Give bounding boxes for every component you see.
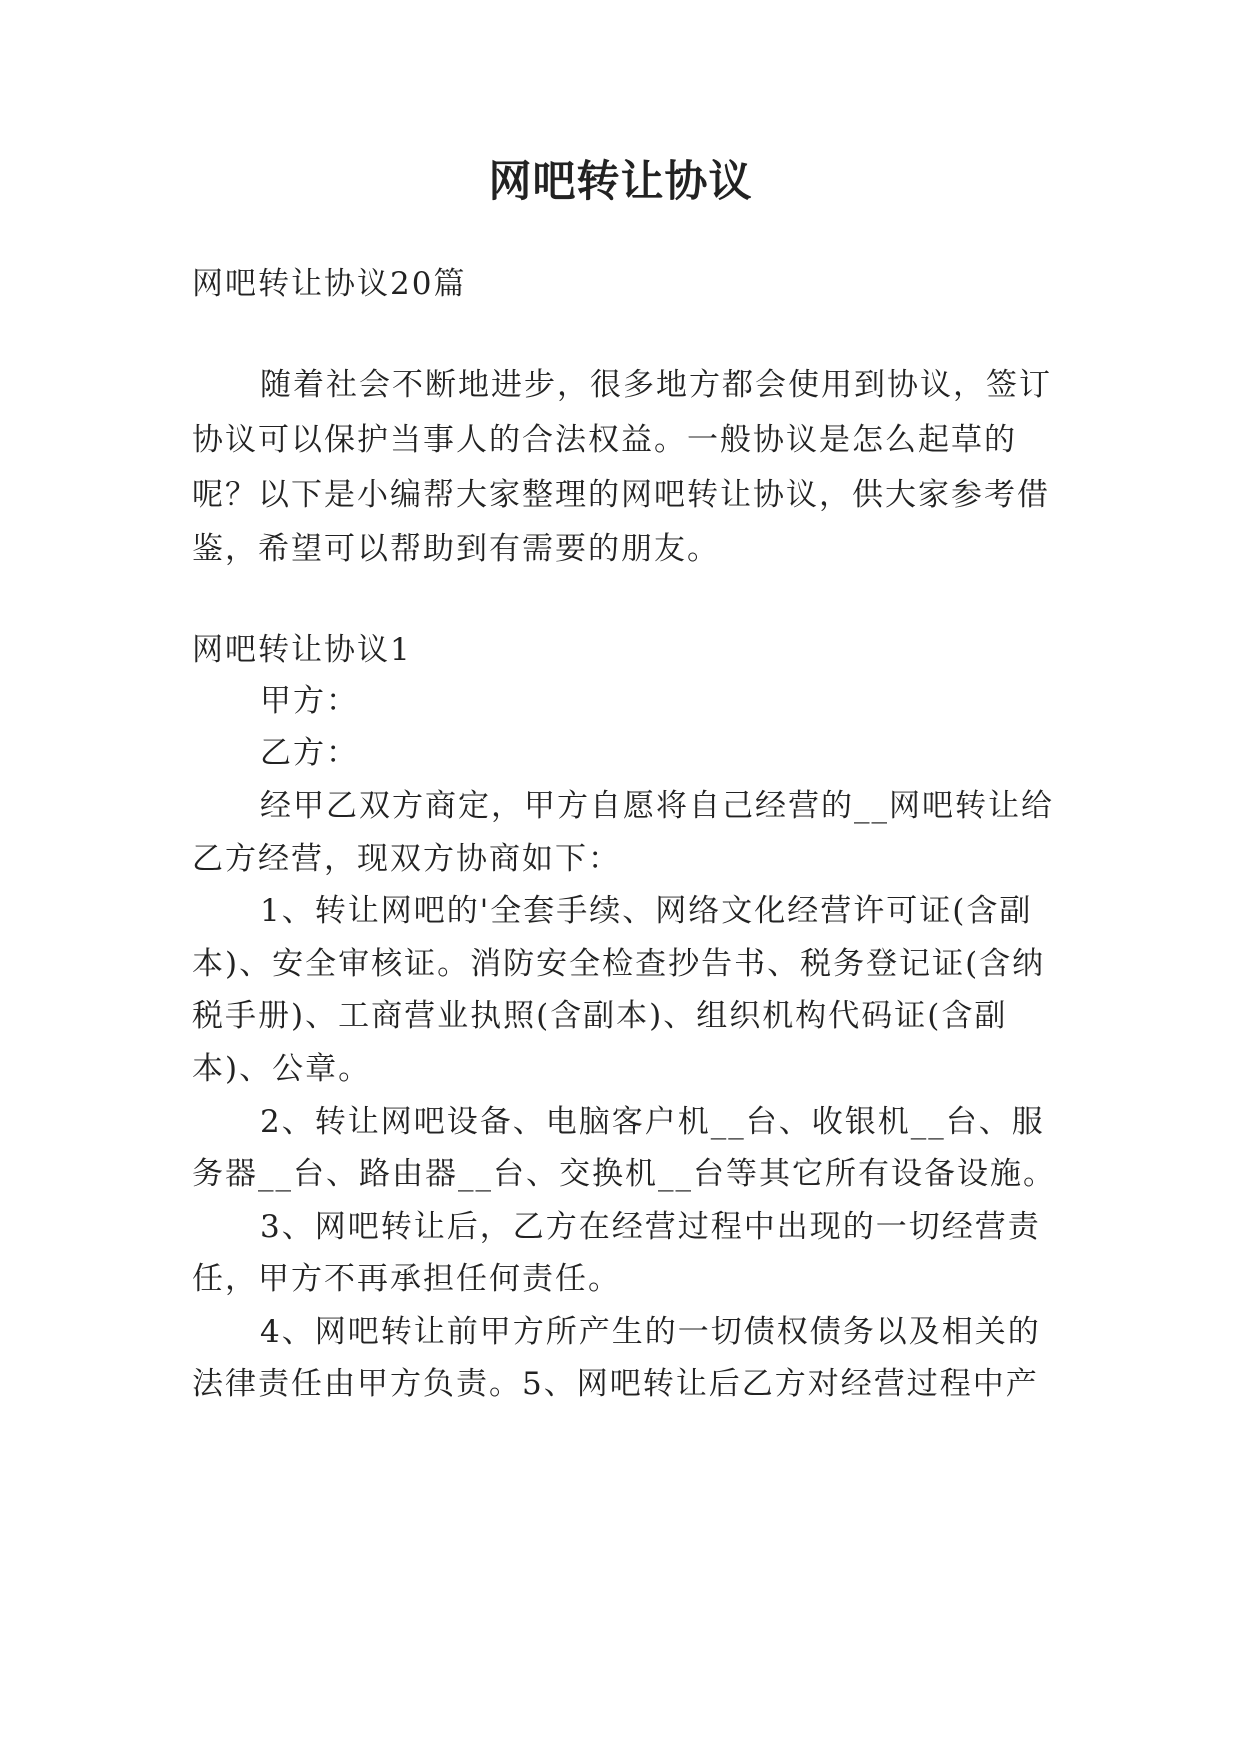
clause-1-line: 税手册)、工商营业执照(含副本)、组织机构代码证(含副 — [192, 998, 1008, 1034]
clause-3-line: 任，甲方不再承担任何责任。 — [192, 1261, 621, 1297]
document-subtitle: 网吧转让协议20篇 — [192, 266, 467, 302]
intro-line: 呢？以下是小编帮大家整理的网吧转让协议，供大家参考借 — [192, 477, 1050, 513]
intro-line: 随着社会不断地进步，很多地方都会使用到协议，签订 — [260, 367, 1052, 403]
clause-2-line: 务器__台、路由器__台、交换机__台等其它所有设备设施。 — [192, 1156, 1056, 1192]
clause-4-line: 法律责任由甲方负责。5、网吧转让后乙方对经营过程中产 — [192, 1366, 1039, 1402]
clause-1-line: 1、转让网吧的'全套手续、网络文化经营许可证(含副 — [260, 893, 1033, 929]
clause-1-line: 本)、公章。 — [192, 1051, 372, 1087]
clause-intro-line: 经甲乙双方商定，甲方自愿将自己经营的__网吧转让给 — [260, 788, 1054, 824]
document-title: 网吧转让协议 — [488, 157, 753, 207]
intro-line: 协议可以保护当事人的合法权益。一般协议是怎么起草的 — [192, 422, 1017, 458]
clause-intro-line: 乙方经营，现双方协商如下： — [192, 841, 621, 877]
party-b-label: 乙方： — [260, 735, 359, 771]
clause-4-line: 4、网吧转让前甲方所产生的一切债权债务以及相关的 — [260, 1314, 1041, 1350]
clause-2-line: 2、转让网吧设备、电脑客户机__台、收银机__台、服 — [260, 1104, 1045, 1140]
clause-3-line: 3、网吧转让后，乙方在经营过程中出现的一切经营责 — [260, 1209, 1041, 1245]
clause-1-line: 本)、安全审核证。消防安全检查抄告书、税务登记证(含纳 — [192, 946, 1046, 982]
party-a-label: 甲方： — [260, 683, 359, 719]
intro-line: 鉴，希望可以帮助到有需要的朋友。 — [192, 531, 720, 567]
section-heading: 网吧转让协议1 — [192, 632, 412, 668]
